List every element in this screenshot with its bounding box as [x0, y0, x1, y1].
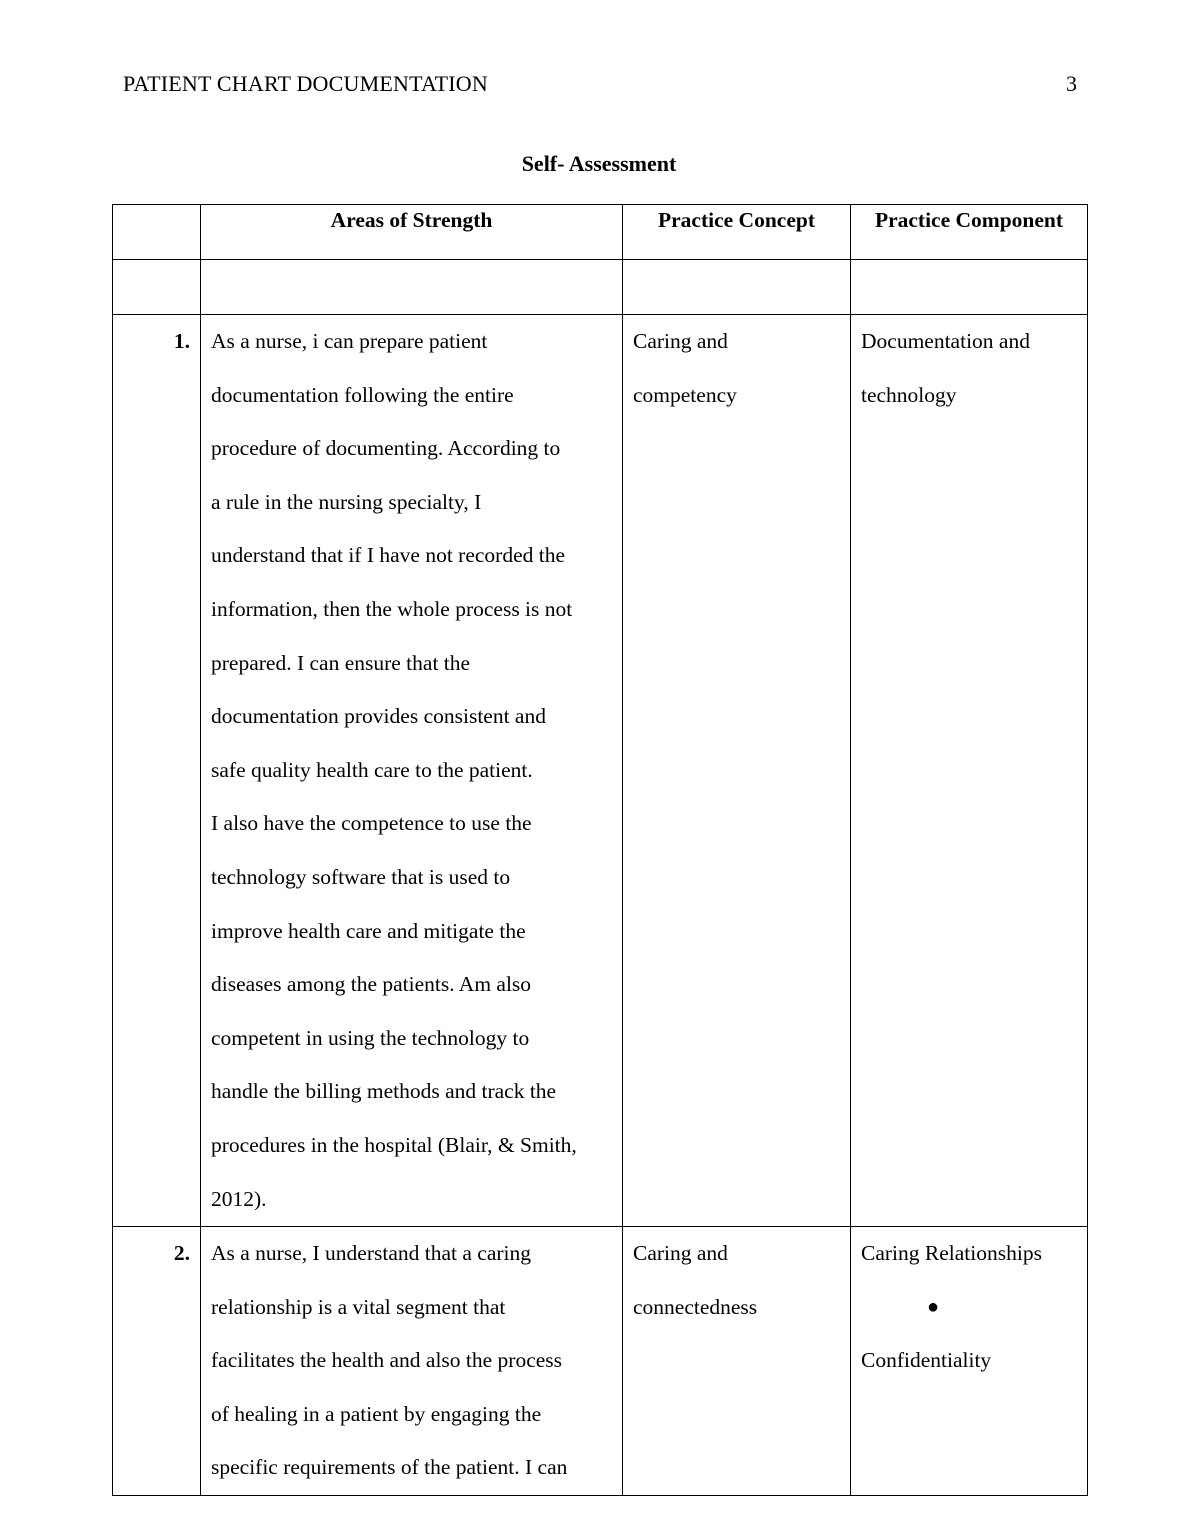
- empty-row: [113, 260, 1088, 315]
- strength-line: improve health care and mitigate the: [211, 918, 526, 943]
- header-number-column: [113, 205, 201, 260]
- concept-line: competency: [633, 382, 737, 407]
- row-number: 1.: [173, 329, 190, 353]
- component-line: technology: [861, 382, 957, 407]
- strength-line: facilitates the health and also the process: [211, 1348, 563, 1373]
- running-head: PATIENT CHART DOCUMENTATION: [123, 71, 488, 96]
- strength-line: procedures in the hospital (Blair, & Smith,: [211, 1132, 577, 1157]
- strength-line: I also have the competence to use the: [211, 811, 532, 836]
- concept-line: Caring and: [633, 329, 728, 353]
- concept-line: connectedness: [633, 1294, 758, 1319]
- row-number: 2.: [173, 1241, 190, 1266]
- concept-cell: [623, 1227, 851, 1496]
- table-header-row: [113, 205, 1088, 260]
- component-cell: [851, 1227, 1088, 1496]
- empty-cell: [113, 260, 201, 315]
- strength-line: understand that if I have not recorded the: [211, 543, 566, 568]
- component-line: Documentation and: [861, 329, 1030, 353]
- header-practice-concept: Practice Concept: [623, 205, 851, 260]
- strength-line: relationship is a vital segment that: [211, 1294, 506, 1319]
- strength-line: 2012).: [211, 1186, 267, 1211]
- component-item: Confidentiality: [861, 1348, 992, 1373]
- header-practice-component: Practice Component: [851, 205, 1088, 260]
- strength-line: safe quality health care to the patient.: [211, 757, 533, 782]
- strength-cell: [201, 1227, 623, 1496]
- concept-cell: [623, 315, 851, 1227]
- strength-line: handle the billing methods and track the: [211, 1079, 557, 1104]
- strength-line: documentation following the entire: [211, 382, 514, 407]
- strength-line: technology software that is used to: [211, 864, 511, 889]
- header-areas-of-strength: Areas of Strength: [201, 205, 623, 260]
- strength-line: a rule in the nursing specialty, I: [211, 489, 482, 514]
- empty-cell: [851, 260, 1088, 315]
- strength-line: specific requirements of the patient. I can: [211, 1455, 568, 1480]
- concept-line: Caring and: [633, 1241, 728, 1266]
- strength-line: As a nurse, I understand that a caring: [211, 1241, 532, 1266]
- empty-cell: [623, 260, 851, 315]
- page-number: 3: [1066, 71, 1077, 96]
- component-heading: Caring Relationships: [861, 1241, 1042, 1266]
- bullet-icon: ●: [927, 1295, 940, 1318]
- strength-cell: [201, 315, 623, 1227]
- strength-line: procedure of documenting. According to: [211, 436, 561, 461]
- strength-line: prepared. I can ensure that the: [211, 650, 471, 675]
- document-title: Self- Assessment: [521, 151, 677, 176]
- strength-line: documentation provides consistent and: [211, 704, 546, 729]
- table-row: [113, 315, 1088, 1227]
- strength-line: As a nurse, i can prepare patient: [211, 329, 488, 353]
- row-number-cell: [113, 1227, 201, 1496]
- strength-line: diseases among the patients. Am also: [211, 972, 532, 997]
- strength-line: information, then the whole process is not: [211, 596, 573, 621]
- component-cell: [851, 315, 1088, 1227]
- table-row: [113, 1227, 1088, 1496]
- strength-line: competent in using the technology to: [211, 1025, 530, 1050]
- self-assessment-table: [112, 204, 1088, 1496]
- empty-cell: [201, 260, 623, 315]
- row-number-cell: [113, 315, 201, 1227]
- strength-line: of healing in a patient by engaging the: [211, 1401, 542, 1426]
